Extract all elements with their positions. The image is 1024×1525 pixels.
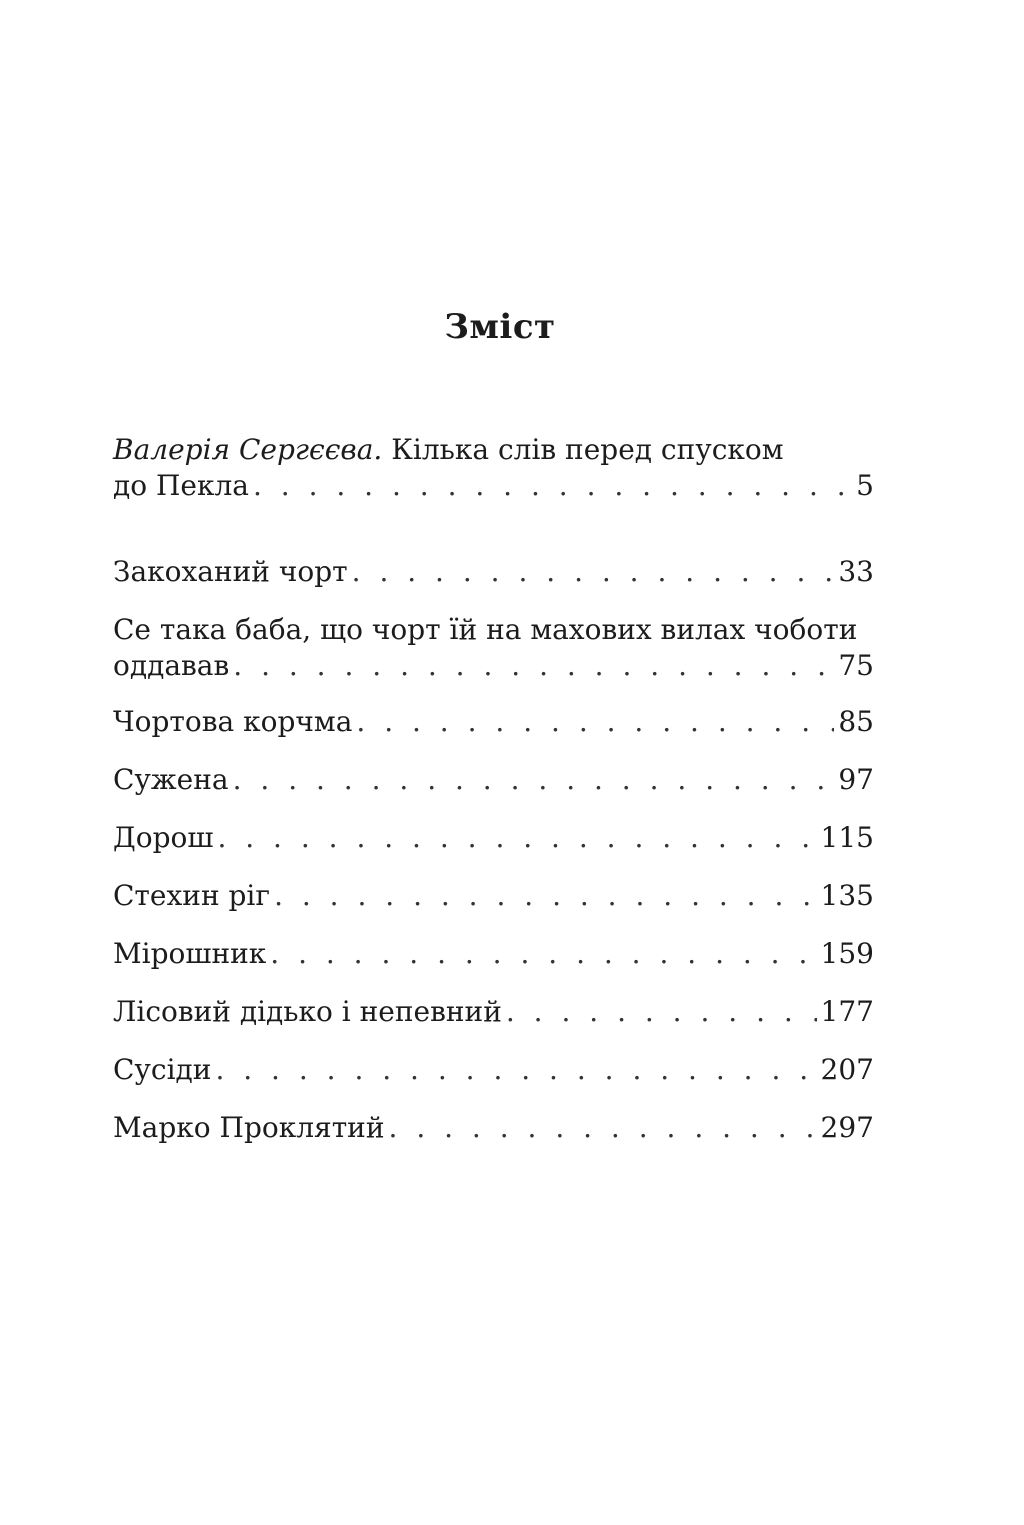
toc-entry [113,936,874,972]
toc-entry [113,820,874,856]
toc-intro-title: Кілька слів перед спуском [391,433,784,466]
toc-entry-title: Сужена [113,763,229,796]
toc-entry [113,762,874,798]
toc-entry-title-continued: оддавав [113,649,230,682]
toc-entry-title: Сусіди [113,1053,212,1086]
toc-entry-page-number: 207 [820,1053,874,1086]
toc-entry-title: Закоханий чорт [113,555,348,588]
toc-entry-page-number: 177 [820,995,874,1028]
toc-entry [113,1052,874,1088]
toc-entry [113,994,874,1030]
toc-entry-page-number: 75 [838,649,874,682]
table-of-contents [113,432,874,1144]
dot-leader [217,820,816,856]
toc-intro-page-number: 5 [856,469,874,502]
toc-intro-author: Валерія Сергєєва. [113,433,383,466]
toc-entry-title: Марко Проклятий [113,1111,385,1144]
toc-entry [113,554,874,590]
toc-entry-intro [113,432,874,504]
toc-entry-title: Чортова корчма [113,705,353,738]
dot-leader [389,1110,817,1146]
toc-entry-title: Стехин ріг [113,879,271,912]
toc-entry-page-number: 159 [820,937,874,970]
dot-leader [233,648,834,684]
toc-entry-title: Лісовий дідько і непевний [113,995,502,1028]
toc-entry-page-number: 135 [820,879,874,912]
dot-leader [356,704,834,740]
toc-entry-page-number: 115 [820,821,874,854]
toc-entry-page-number: 85 [838,705,874,738]
dot-leader [233,762,835,798]
page-title: Зміст [444,307,556,347]
dot-leader [352,554,835,590]
toc-entry-page-number: 33 [838,555,874,588]
dot-leader [270,936,816,972]
toc-entry-page-number: 97 [838,763,874,796]
dot-leader [253,468,852,504]
toc-intro-title-continued: до Пекла [113,469,249,502]
toc-entry-page-number: 297 [820,1111,874,1144]
toc-entry-title: Се така баба, що чорт їй на махових вилах чоботи [113,613,858,646]
toc-entry [113,1110,874,1146]
dot-leader [215,1052,816,1088]
dot-leader [274,878,816,914]
toc-entry [113,704,874,740]
dot-leader [506,994,817,1030]
toc-entry-title: Дорош [113,821,214,854]
toc-entry-title: Мірошник [113,937,267,970]
toc-entry [113,878,874,914]
toc-entry [113,612,874,684]
